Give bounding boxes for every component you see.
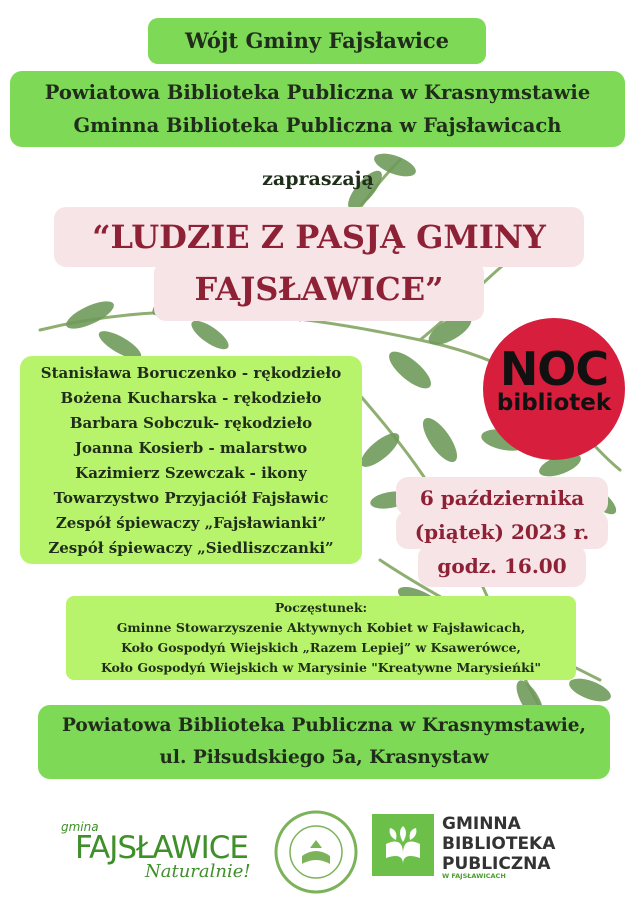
event-title bbox=[38, 207, 600, 319]
event-time: godz. 16.00 bbox=[437, 554, 567, 578]
logo-fajslawice-word: FAJSŁAWICE bbox=[75, 830, 248, 866]
event-title-line-2: FAJSŁAWICE” bbox=[194, 270, 444, 308]
gbp-subtitle: W FAJSŁAWICACH bbox=[442, 872, 506, 880]
venue-box bbox=[38, 705, 610, 779]
event-date-day: 6 października bbox=[419, 486, 585, 510]
noc-logo-subtitle: bibliotek bbox=[496, 390, 612, 416]
host-powiat-library: Powiatowa Biblioteka Publiczna w Krasnymstawie bbox=[44, 81, 591, 104]
invite-text: zapraszają bbox=[262, 168, 374, 190]
list-item: Zespół śpiewaczy „Fajsławianki” bbox=[55, 514, 327, 532]
list-item: Stanisława Boruczenko - rękodzieło bbox=[40, 364, 342, 382]
organizer-heading: Wójt Gminy Fajsławice bbox=[148, 18, 486, 64]
gmina-fajslawice-logo bbox=[55, 808, 251, 888]
refreshments-box bbox=[66, 596, 576, 680]
noc-logo-word: NOC bbox=[499, 342, 609, 396]
venue-address: ul. Piłsudskiego 5a, Krasnystaw bbox=[159, 747, 489, 768]
list-item: Towarzystwo Przyjaciół Fajsławic bbox=[53, 489, 329, 507]
list-item: Joanna Kosierb - malarstwo bbox=[74, 439, 308, 457]
gminna-biblioteka-logo bbox=[372, 814, 592, 884]
logo-gmina-word: gmina bbox=[61, 820, 99, 834]
list-item: Koło Gospodyń Wiejskich w Marysinie "Kreatywne Marysieńki" bbox=[100, 660, 542, 675]
gbp-name bbox=[442, 814, 555, 874]
list-item: Bożena Kucharska - rękodzieło bbox=[60, 389, 322, 407]
list-item: Kazimierz Szewczak - ikony bbox=[75, 464, 307, 482]
refreshments-heading: Poczęstunek: bbox=[274, 600, 368, 615]
gbp-line-1: GMINNA bbox=[442, 814, 521, 834]
co-hosts-box bbox=[10, 71, 625, 147]
artists-list bbox=[20, 356, 362, 564]
list-item: Gminne Stowarzyszenie Aktywnych Kobiet w Fajsławicach, bbox=[116, 620, 526, 635]
logo-slogan: Naturalnie! bbox=[145, 861, 251, 882]
list-item: Zespół śpiewaczy „Siedliszczanki” bbox=[48, 539, 334, 557]
venue-name: Powiatowa Biblioteka Publiczna w Krasnymstawie, bbox=[62, 715, 586, 736]
book-leaf-icon bbox=[372, 814, 434, 876]
event-title-line-1: “LUDZIE Z PASJĄ GMINY bbox=[92, 218, 546, 256]
list-item: Koło Gospodyń Wiejskich „Razem Lepiej” w Ksawerówce, bbox=[121, 640, 521, 655]
noc-bibliotek-logo bbox=[483, 318, 625, 460]
powiat-library-seal-logo bbox=[272, 808, 360, 896]
gbp-line-2: BIBLIOTEKA bbox=[442, 834, 556, 854]
gbp-line-3: PUBLICZNA bbox=[442, 854, 551, 874]
event-date-weekday-year: (piątek) 2023 r. bbox=[414, 520, 590, 544]
list-item: Barbara Sobczuk- rękodzieło bbox=[69, 414, 313, 432]
host-gmina-library: Gminna Biblioteka Publiczna w Fajsławicach bbox=[73, 114, 562, 137]
event-date bbox=[396, 473, 608, 591]
